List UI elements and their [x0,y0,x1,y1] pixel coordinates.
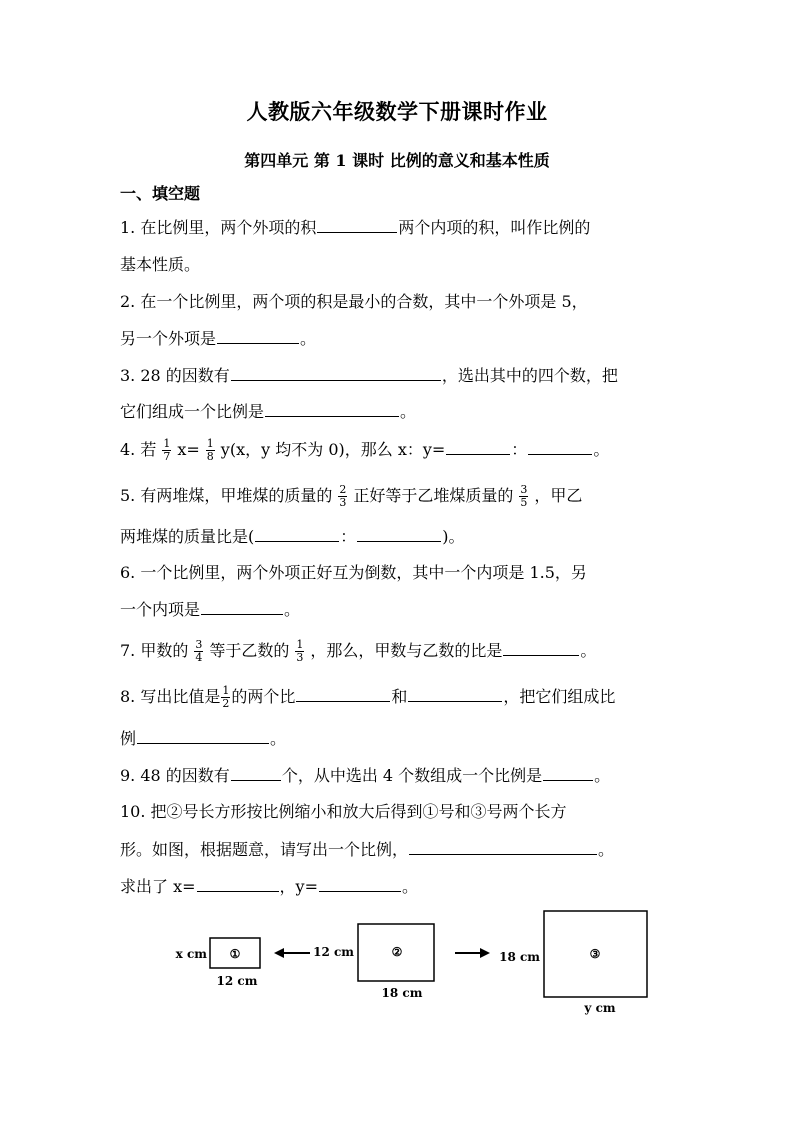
fraction-numerator: 1 [222,684,230,697]
question-text: 个，从中选出 4 个数组成一个比例是 [281,766,543,785]
fraction [194,639,203,664]
question-text: ，选出其中的四个数，把 [441,366,618,385]
question-text: y(x，y 均不为 0)，那么 x：y= [220,440,446,459]
lesson-subtitle: 第四单元 第 1 课时 比例的意义和基本性质 [244,151,550,170]
answer-blank[interactable] [543,764,593,781]
question-8-line-2 [120,727,286,750]
answer-blank[interactable] [528,438,592,455]
fraction-denominator: 2 [222,697,230,710]
question-2-line-1 [120,291,588,313]
question-text: 5. 有两堆煤，甲堆煤的质量的 [120,486,333,505]
question-text: )。 [442,527,465,546]
question-text: 。 [270,729,287,748]
rectangle-2-length-label: 18 cm [381,986,423,1000]
fraction-denominator: 7 [163,450,171,463]
question-text: 正好等于乙堆煤质量的 [353,486,514,505]
answer-blank[interactable] [201,598,283,615]
question-text: 8. 写出比值是 [120,687,221,706]
answer-blank[interactable] [255,525,339,542]
answer-blank[interactable] [265,400,399,417]
question-text: 3. 28 的因数有 [120,366,230,385]
rectangle-2 [358,924,434,981]
question-text: 求出了 x= [120,877,196,896]
question-text: 10. 把②号长方形按比例缩小和放大后得到①号和③号两个长方 [120,802,567,821]
question-text: 它们组成一个比例是 [120,402,265,421]
question-1-line-2 [120,254,200,276]
arrow-right-head-icon [480,948,490,958]
question-text: 。 [594,766,611,785]
question-10-line-2 [120,838,614,861]
question-text: 一个内项是 [120,600,201,619]
question-text: 4. 若 [120,440,157,459]
question-text: ，把它们组成比 [503,687,616,706]
answer-blank[interactable] [503,639,579,656]
fraction-denominator: 3 [296,651,304,664]
question-text: 9. 48 的因数有 [120,766,230,785]
rectangle-2-width-label: 12 cm [313,945,354,959]
fraction-numerator: 1 [206,437,214,450]
answer-blank[interactable] [408,685,502,702]
question-text: ： [511,440,528,459]
question-2-line-2 [120,327,316,350]
question-text: 。 [593,440,610,459]
answer-blank[interactable] [357,525,441,542]
question-3-line-2 [120,400,416,423]
answer-blank[interactable] [446,438,510,455]
answer-blank[interactable] [319,875,401,892]
question-text: 两个内项的积，叫作比例的 [398,218,591,237]
question-text: 。 [401,877,418,896]
question-text: 两堆煤的质量比是( [120,527,255,546]
question-1-line-1 [120,216,590,239]
question-10-line-3 [120,875,418,898]
question-text: ： [340,527,357,546]
question-text: 另一个外项是 [120,329,217,348]
fraction [338,484,347,509]
fraction [519,484,528,509]
rectangle-1 [210,938,260,968]
question-text: 。 [400,402,417,421]
fraction [206,438,215,463]
question-6-line-1 [120,562,587,584]
question-text: 。 [598,840,615,859]
fraction-denominator: 4 [195,651,203,664]
answer-blank[interactable] [317,216,397,233]
fraction-denominator: 8 [206,450,214,463]
fraction-numerator: 3 [520,483,528,496]
rectangle-1-width-label: x cm [175,947,207,961]
question-text: ，那么，甲数与乙数的比是 [310,641,503,660]
question-text: ，y= [279,877,318,896]
question-3-line-1 [120,364,618,387]
fraction-denominator: 5 [520,496,528,509]
rectangle-3-width-label: 18 cm [499,950,540,964]
fraction [295,639,304,664]
page-title: 人教版六年级数学下册课时作业 [246,99,548,124]
fraction [221,685,230,710]
fraction-denominator: 3 [339,496,347,509]
fraction-numerator: 3 [195,638,203,651]
question-9 [120,764,610,787]
rectangle-3 [544,911,647,997]
fraction-numerator: 1 [296,638,304,651]
question-text: 基本性质。 [120,255,201,274]
answer-blank[interactable] [231,364,441,381]
question-text: 。 [580,641,597,660]
question-7 [120,639,596,664]
answer-blank[interactable] [137,727,269,744]
question-text: 1. 在比例里，两个外项的积 [120,218,317,237]
question-4 [120,438,609,463]
fraction-numerator: 1 [163,437,171,450]
fraction-numerator: 2 [339,483,347,496]
section-heading: 一、填空题 [120,184,201,203]
question-text: 和 [391,687,408,706]
rectangle-3-length-label: y cm [584,1001,616,1015]
answer-blank[interactable] [217,327,299,344]
answer-blank[interactable] [197,875,279,892]
answer-blank[interactable] [296,685,390,702]
question-text: 。 [284,600,301,619]
question-text: 6. 一个比例里，两个外项正好互为倒数，其中一个内项是 1.5，另 [120,563,587,582]
question-10-line-1 [120,801,567,823]
question-text: 的两个比 [231,687,296,706]
rectangle-1-label: ① [229,947,241,961]
question-5-line-1 [120,484,582,509]
question-text: x= [177,440,200,459]
question-text: 等于乙数的 [209,641,290,660]
question-5-line-2 [120,525,465,548]
fraction [162,438,171,463]
question-text: 形。如图，根据题意，请写出一个比例， [120,840,409,859]
question-8-line-1 [120,685,615,710]
question-6-line-2 [120,598,300,621]
question-text: 例 [120,729,137,748]
question-text: ，甲乙 [534,486,583,505]
rectangle-2-label: ② [391,945,403,959]
rectangle-3-label: ③ [589,947,601,961]
rectangle-1-length-label: 12 cm [216,974,258,988]
answer-blank[interactable] [409,838,597,855]
question-text: 。 [300,329,317,348]
arrow-left-head-icon [274,948,284,958]
answer-blank[interactable] [231,764,281,781]
question-text: 7. 甲数的 [120,641,189,660]
question-text: 2. 在一个比例里，两个项的积是最小的合数，其中一个外项是 5， [120,292,588,311]
